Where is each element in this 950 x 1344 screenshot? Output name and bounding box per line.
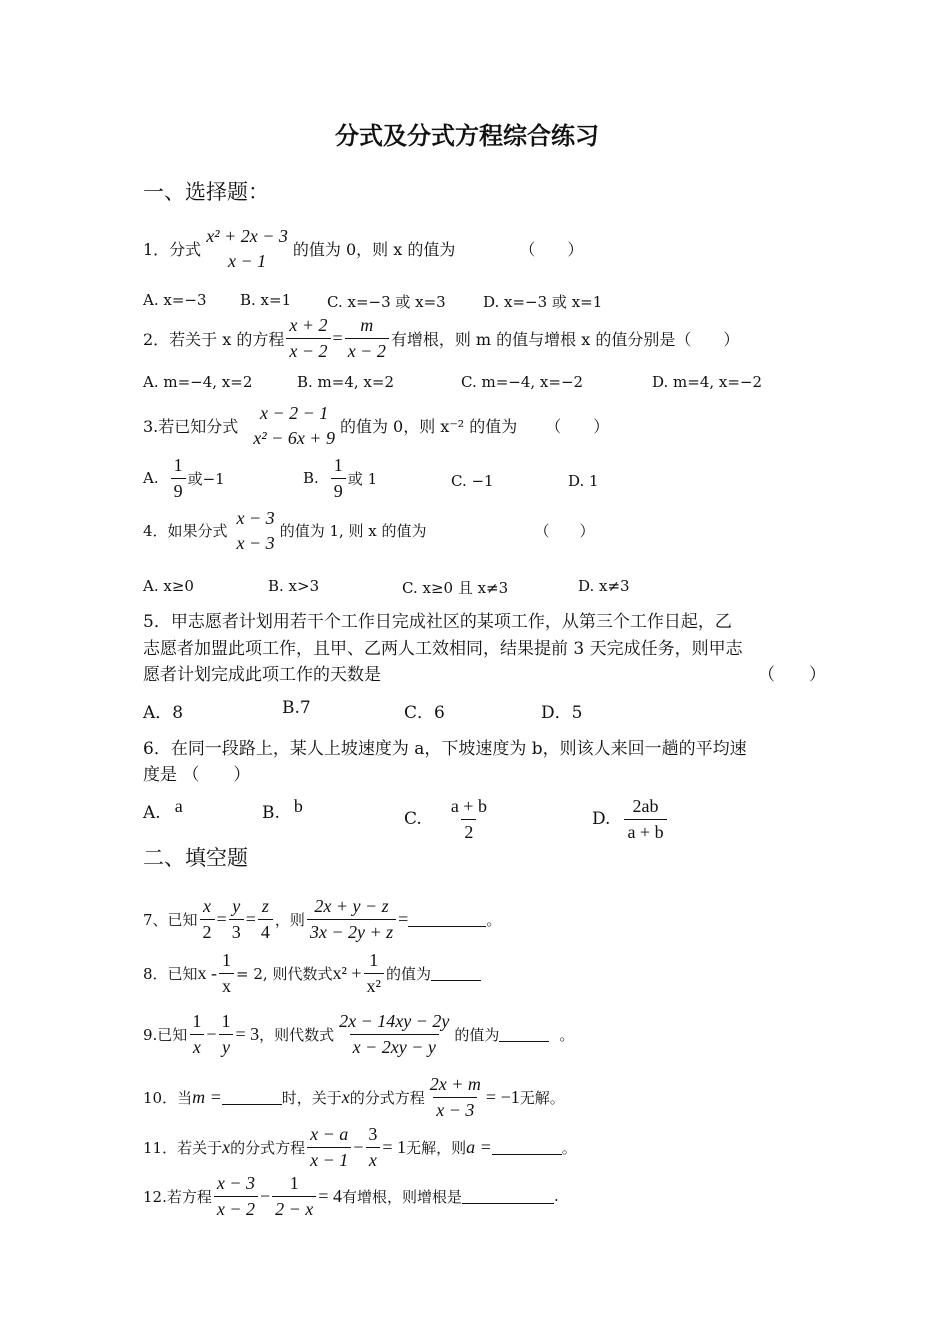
q6-option-c-label: C. bbox=[404, 809, 422, 830]
q7-prefix: 7、已知 bbox=[143, 910, 198, 929]
q5-line-1: 5．甲志愿者计划用若干个工作日完成社区的某项工作，从第三个工作日起，乙 bbox=[143, 612, 732, 632]
q8-answer-blank[interactable] bbox=[431, 966, 481, 981]
q6-option-d-fraction bbox=[624, 796, 666, 842]
q6-option-c-den: 2 bbox=[461, 819, 476, 843]
q10-answer-blank[interactable] bbox=[222, 1090, 282, 1105]
q9-fraction-1 bbox=[189, 1011, 204, 1057]
q11-fraction-1 bbox=[307, 1124, 351, 1170]
q11-fraction-2 bbox=[365, 1124, 380, 1170]
q7-f3-num: z bbox=[261, 896, 269, 916]
q3-option-a-den: 9 bbox=[171, 478, 186, 502]
q7-f3-den: 4 bbox=[258, 919, 273, 943]
q3-option-b-den: 9 bbox=[331, 478, 346, 502]
q6-option-d-label: D. bbox=[592, 809, 611, 830]
q5-option-c: C．6 bbox=[404, 703, 445, 723]
q4-answer-paren: （ ） bbox=[534, 522, 595, 541]
q2-lhs-denominator: x − 2 bbox=[286, 338, 330, 362]
q9-f3-num: 2x − 14xy − 2y bbox=[339, 1011, 450, 1031]
q1-answer-paren: （ ） bbox=[519, 240, 584, 260]
q12-equals: = 4 bbox=[318, 1185, 342, 1206]
q10-x: x bbox=[341, 1086, 350, 1107]
q3-prefix: 3.若已知分式 bbox=[143, 417, 239, 437]
q5-line-3: 愿者计划完成此项工作的天数是 bbox=[143, 665, 381, 685]
question-11: 11．若关于 x 的分式方程 $\frac{x - a}{x - 1}$ − $\frac{3}{x}$ = 1 无解，则 a = 。 bbox=[143, 1124, 577, 1170]
q9-f1-num: 1 bbox=[192, 1011, 202, 1031]
q8-f2-num: 1 bbox=[369, 950, 379, 970]
q9-tail: 。 bbox=[559, 1025, 575, 1044]
q12-f2-num: 1 bbox=[289, 1173, 299, 1193]
q3-option-b-fraction bbox=[331, 455, 346, 501]
q11-equals: = 1 bbox=[382, 1136, 407, 1157]
page-title: 分式及分式方程综合练习 bbox=[335, 122, 599, 150]
q12-prefix: 12.若方程 bbox=[143, 1187, 212, 1206]
q4-numerator: x − 3 bbox=[236, 508, 275, 528]
q4-prefix: 4．如果分式 bbox=[143, 522, 228, 541]
q1-option-a: A. x=−3 bbox=[143, 291, 207, 309]
q1-option-c: C. x=−3 或 x=3 bbox=[327, 293, 446, 311]
q2-lhs-fraction bbox=[286, 315, 330, 361]
question-9: 9.已知 $\frac{1}{x}$ − $\frac{1}{y}$ = 3 ，则代数式 $\frac{2x - 14xy - 2y}{x - 2xy - y}$ 的值为 。 bbox=[143, 1011, 575, 1057]
q8-fraction-1 bbox=[219, 950, 234, 996]
q1-suffix: 的值为 0，则 x 的值为 bbox=[292, 240, 456, 260]
q12-fraction-1 bbox=[214, 1173, 258, 1219]
q2-prefix: 2．若关于 x 的方程 bbox=[143, 329, 285, 349]
q12-fraction-2 bbox=[272, 1173, 316, 1219]
q11-x: x bbox=[222, 1136, 231, 1157]
q12-answer-blank[interactable] bbox=[462, 1189, 554, 1204]
question-2 bbox=[143, 315, 739, 361]
q12-f1-den: x − 2 bbox=[214, 1196, 258, 1220]
q6-option-a bbox=[143, 796, 183, 823]
q9-fraction-2 bbox=[218, 1011, 233, 1057]
q8-expr2: x² + bbox=[332, 962, 362, 983]
q10-prefix: 10．当 bbox=[143, 1088, 193, 1107]
q11-mid: 的分式方程 bbox=[230, 1138, 306, 1157]
question-3 bbox=[143, 403, 609, 448]
question-4 bbox=[143, 508, 595, 553]
q2-rhs-fraction bbox=[345, 315, 389, 361]
q7-expression-fraction bbox=[307, 896, 396, 942]
q5-option-a: A．8 bbox=[143, 703, 184, 723]
q2-lhs-numerator: x + 2 bbox=[289, 315, 328, 335]
q1-prefix: 1．分式 bbox=[143, 240, 202, 260]
q3-option-c: C. −1 bbox=[451, 472, 494, 490]
q4-option-b: B. x>3 bbox=[268, 577, 320, 595]
q4-option-d: D. x≠3 bbox=[578, 577, 630, 595]
q6-option-c-num: a + b bbox=[450, 796, 487, 816]
q7-f1-num: x bbox=[203, 896, 212, 916]
q5-option-d: D．5 bbox=[541, 703, 583, 723]
q10-suffix: 无解。 bbox=[519, 1088, 565, 1107]
q6-option-d bbox=[592, 796, 669, 842]
q7-fraction-y bbox=[229, 896, 244, 942]
q9-expression-fraction bbox=[336, 1011, 452, 1057]
q3-option-b-tail: 或 1 bbox=[347, 469, 378, 488]
q11-tail: 。 bbox=[561, 1138, 577, 1157]
q7-fraction-z bbox=[258, 896, 273, 942]
q10-equals: = −1 bbox=[485, 1086, 520, 1107]
q11-var: a = bbox=[466, 1136, 492, 1157]
q2-equals: = bbox=[332, 327, 343, 348]
question-1 bbox=[143, 226, 583, 271]
q8-expr1: x - bbox=[197, 962, 218, 983]
q8-f1-num: 1 bbox=[222, 950, 232, 970]
q6-line-2: 度是 （ ） bbox=[143, 765, 251, 785]
q11-f2-num: 3 bbox=[368, 1124, 378, 1144]
q10-mid2: 的分式方程 bbox=[349, 1088, 425, 1107]
q6-option-c bbox=[404, 796, 492, 842]
section-heading-choice: 一、选择题： bbox=[143, 180, 269, 204]
q7-mid: ，则 bbox=[274, 910, 305, 929]
q6-option-a-label: A. bbox=[143, 802, 161, 823]
q4-option-a: A. x≥0 bbox=[143, 577, 194, 595]
q7-fraction-x bbox=[200, 896, 215, 942]
q8-f1-den: x bbox=[219, 973, 234, 997]
q7-f2-den: 3 bbox=[229, 919, 244, 943]
q6-option-a-value: a bbox=[174, 796, 183, 816]
q7-f4-den: 3x − 2y + z bbox=[307, 919, 396, 943]
q2-option-c: C. m=−4, x=−2 bbox=[461, 373, 584, 391]
q9-f1-den: x bbox=[190, 1034, 204, 1058]
q2-option-a: A. m=−4, x=2 bbox=[143, 373, 253, 391]
q4-suffix: 的值为 1, 则 x 的值为 bbox=[279, 522, 427, 541]
q10-fraction bbox=[427, 1074, 484, 1120]
q7-f4-num: 2x + y − z bbox=[314, 896, 389, 916]
q2-rhs-denominator: x − 2 bbox=[345, 338, 389, 362]
q10-f-den: x − 3 bbox=[433, 1097, 477, 1121]
q9-f2-num: 1 bbox=[221, 1011, 231, 1031]
q4-fraction bbox=[234, 508, 278, 553]
section-heading-fill: 二、填空题 bbox=[143, 846, 248, 870]
q11-f2-den: x bbox=[366, 1147, 380, 1171]
q11-answer-blank[interactable] bbox=[492, 1140, 562, 1155]
q6-option-b bbox=[262, 796, 303, 823]
q1-option-d: D. x=−3 或 x=1 bbox=[483, 293, 603, 311]
q1-fraction bbox=[203, 226, 291, 271]
q12-tail: . bbox=[553, 1187, 559, 1206]
q5-answer-paren: （ ） bbox=[758, 665, 826, 685]
q11-f1-num: x − a bbox=[310, 1124, 349, 1144]
q3-option-a bbox=[143, 455, 225, 501]
q7-tail: 。 bbox=[486, 910, 502, 929]
q7-answer-blank[interactable] bbox=[408, 912, 486, 927]
q3-numerator: x − 2 − 1 bbox=[259, 403, 329, 423]
q3-answer-paren: （ ） bbox=[545, 417, 610, 437]
q4-denominator: x − 3 bbox=[236, 532, 275, 553]
q5-option-b: B.7 bbox=[282, 698, 311, 718]
question-7: 7、已知 $\frac{x}{2}$ = $\frac{y}{3}$ = $\frac{z}{4}$ ，则 $\frac{2x + y - z}{3x - 2y + z}$ = 。 bbox=[143, 896, 502, 942]
q6-line-1: 6．在同一段路上，某人上坡速度为 a，下坡速度为 b，则该人来回一趟的平均速 bbox=[143, 739, 747, 759]
q3-option-b-label: B. bbox=[303, 469, 319, 488]
q10-var: m = bbox=[192, 1086, 222, 1107]
q11-prefix: 11．若关于 bbox=[143, 1138, 223, 1157]
q3-option-b bbox=[303, 455, 377, 501]
q3-option-b-num: 1 bbox=[333, 455, 343, 475]
q10-f-num: 2x + m bbox=[429, 1074, 481, 1094]
q11-suffix: 无解，则 bbox=[406, 1138, 467, 1157]
question-8 bbox=[143, 950, 481, 996]
q9-f2-den: y bbox=[219, 1034, 233, 1058]
q3-option-a-fraction bbox=[171, 455, 186, 501]
q1-numerator: x² + 2x − 3 bbox=[206, 226, 288, 246]
q3-option-a-label: A. bbox=[143, 469, 159, 488]
q9-f3-den: x − 2xy − y bbox=[350, 1034, 439, 1058]
q9-mid: ，则代数式 bbox=[259, 1025, 335, 1044]
q12-f2-den: 2 − x bbox=[272, 1196, 316, 1220]
q1-option-b: B. x=1 bbox=[240, 291, 292, 309]
q2-option-d: D. m=4, x=−2 bbox=[652, 373, 763, 391]
q3-option-a-tail: 或−1 bbox=[187, 469, 225, 488]
q12-f1-num: x − 3 bbox=[216, 1173, 255, 1193]
q8-f2-den: x² bbox=[364, 973, 384, 997]
q5-line-2: 志愿者加盟此项工作，且甲、乙两人工效相同，结果提前 3 天完成任务，则甲志 bbox=[143, 639, 743, 659]
q7-f1-den: 2 bbox=[200, 919, 215, 943]
q12-suffix: 有增根，则增根是 bbox=[341, 1187, 462, 1206]
q2-option-b: B. m=4, x=2 bbox=[297, 373, 395, 391]
q9-answer-blank[interactable] bbox=[499, 1027, 549, 1042]
q3-option-d: D. 1 bbox=[568, 472, 599, 490]
question-10 bbox=[143, 1074, 565, 1120]
q8-suffix: 的值为 bbox=[385, 964, 431, 983]
q8-mid: = 2, 则代数式 bbox=[236, 964, 333, 983]
q7-f2-num: y bbox=[232, 896, 241, 916]
q3-fraction bbox=[250, 403, 338, 448]
q2-suffix: 有增根，则 m 的值与增根 x 的值分别是（ ） bbox=[390, 329, 740, 349]
q3-suffix: 的值为 0，则 x⁻² 的值为 bbox=[339, 417, 518, 437]
q9-suffix: 的值为 bbox=[454, 1025, 500, 1044]
q10-mid: 时，关于 bbox=[281, 1088, 342, 1107]
question-12: 12.若方程 $\frac{x - 3}{x - 2}$ − $\frac{1}{2 - x}$ = 4 有增根，则增根是 . bbox=[143, 1173, 559, 1219]
q6-option-c-fraction bbox=[448, 796, 490, 842]
q4-option-c: C. x≥0 且 x≠3 bbox=[402, 579, 509, 597]
q8-prefix: 8．已知 bbox=[143, 964, 198, 983]
q8-fraction-2 bbox=[364, 950, 384, 996]
q6-option-d-num: 2ab bbox=[632, 796, 659, 816]
q6-option-b-label: B. bbox=[262, 802, 280, 823]
q11-f1-den: x − 1 bbox=[307, 1147, 351, 1171]
q1-denominator: x − 1 bbox=[227, 250, 267, 271]
q9-equals: = 3 bbox=[235, 1023, 260, 1044]
q6-option-d-den: a + b bbox=[624, 819, 666, 843]
q9-prefix: 9.已知 bbox=[143, 1025, 188, 1044]
q3-option-a-num: 1 bbox=[173, 455, 183, 475]
q2-rhs-numerator: m bbox=[360, 315, 374, 335]
q6-option-b-value: b bbox=[293, 796, 303, 816]
q3-denominator: x² − 6x + 9 bbox=[253, 427, 335, 448]
